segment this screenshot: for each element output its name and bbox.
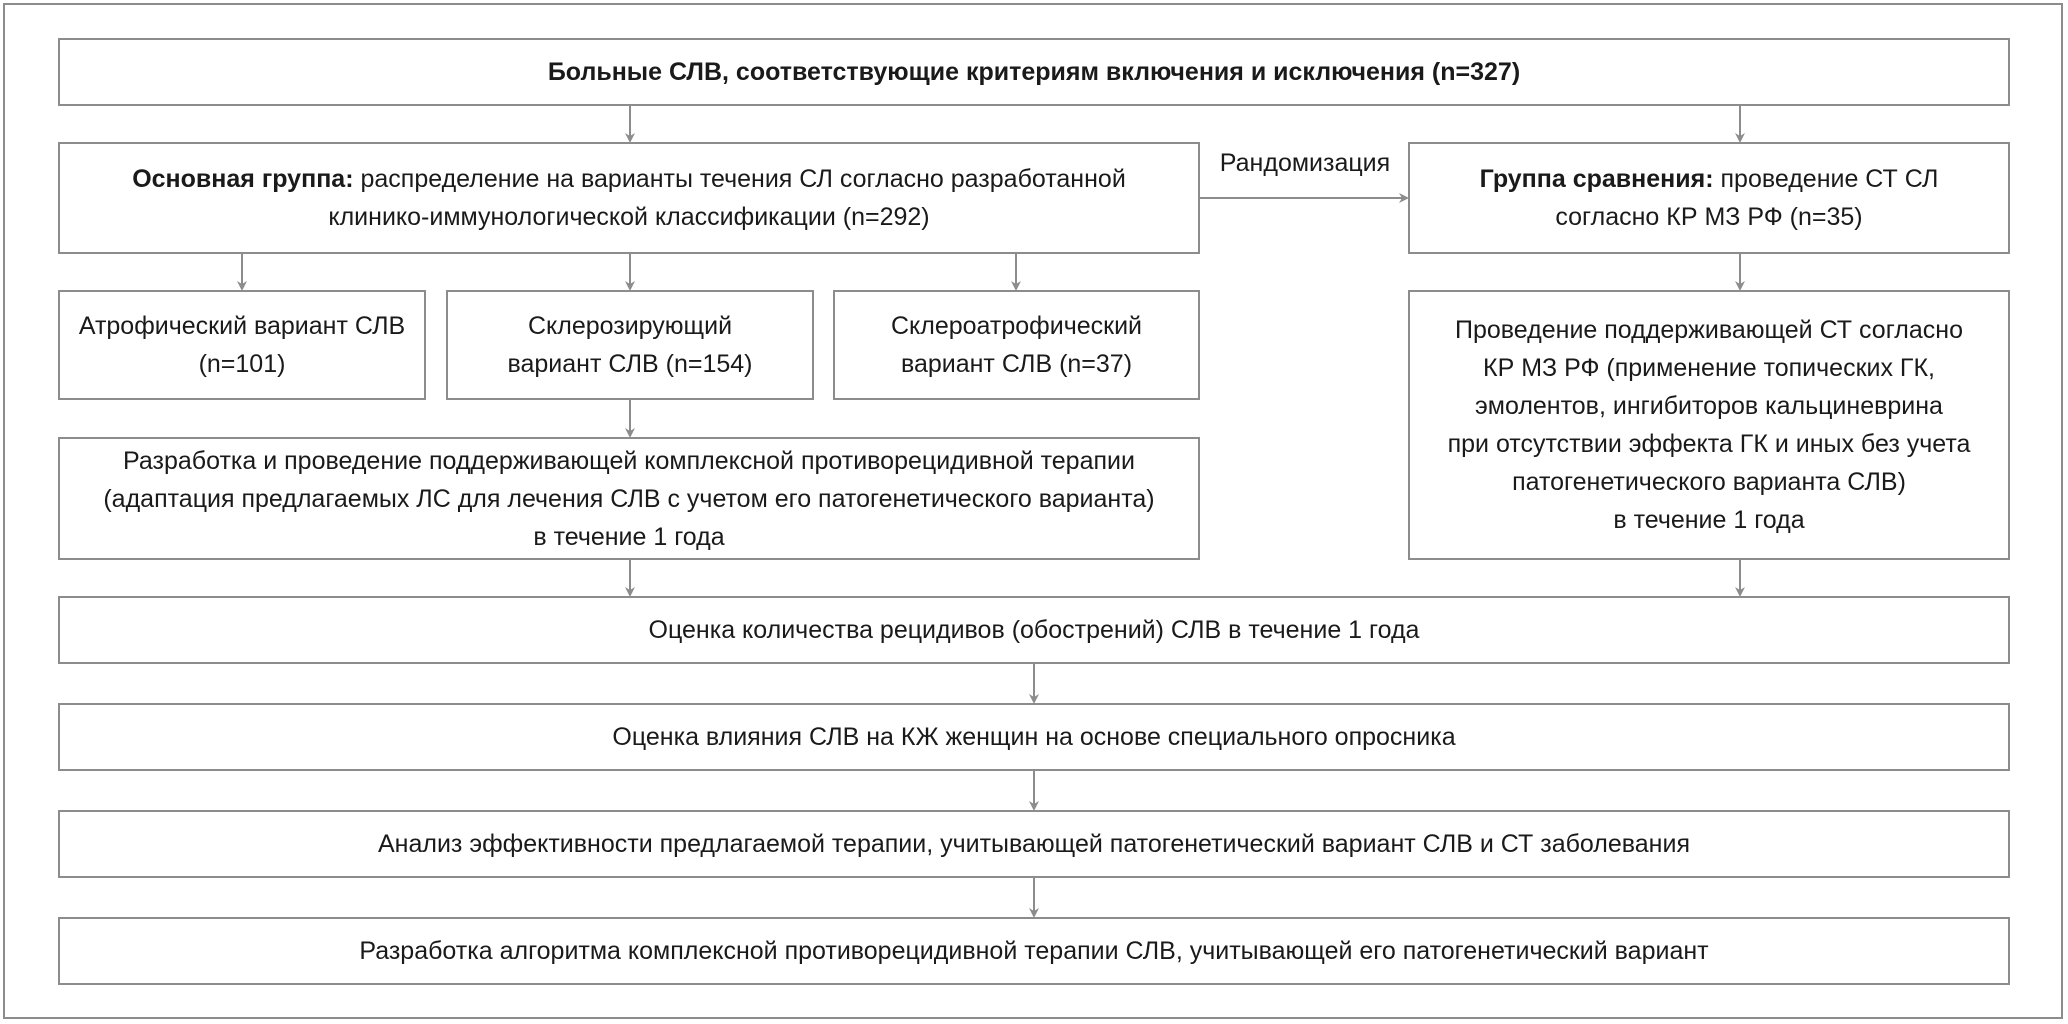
main-therapy-line2: (адаптация предлагаемых ЛС для лечения СЛВ с учетом его патогенетического варианта) — [103, 484, 1155, 513]
inclusion-text: Больные СЛВ, соответствующие критериям включения и исключения (n=327) — [547, 58, 1521, 86]
variant-scleroatrophic-line2: вариант СЛВ (n=37) — [900, 350, 1133, 378]
comparison-therapy-line5: патогенетического варианта СЛВ) — [1512, 468, 1906, 496]
randomization-label: Рандомизация — [1219, 149, 1391, 177]
variant-sclerosing-line1: Склерозирующий — [527, 312, 733, 340]
comparison-therapy-line3: эмолентов, ингибиторов кальциневрина — [1475, 392, 1943, 420]
variant-sclerosing-line2: вариант СЛВ (n=154) — [507, 350, 753, 378]
comparison-group-line2: согласно КР МЗ РФ (n=35) — [1555, 203, 1863, 231]
comparison-therapy-line1: Проведение поддерживающей СТ согласно — [1455, 316, 1963, 344]
comparison-therapy-line4: при отсутствии эффекта ГК и иных без учета — [1447, 430, 1971, 458]
main-therapy-line1: Разработка и проведение поддерживающей комплексной противорецидивной терапии — [123, 446, 1135, 475]
comparison-group-title: Группа сравнения: — [1479, 165, 1714, 193]
comparison-therapy-line2: КР МЗ РФ (применение топических ГК, — [1483, 354, 1935, 382]
main-group-line1: распределение на варианты течения СЛ согласно разработанной — [360, 165, 1126, 193]
variant-atrophic-line2: (n=101) — [198, 350, 286, 378]
step-efficacy-analysis-text: Анализ эффективности предлагаемой терапии, учитывающей патогенетический вариант СЛВ и СТ заболевания — [378, 830, 1690, 858]
comparison-group-line1: проведение СТ СЛ — [1720, 165, 1939, 193]
step-relapse-count-text: Оценка количества рецидивов (обострений) СЛВ в течение 1 года — [648, 616, 1420, 644]
step-algorithm-text: Разработка алгоритма комплексной противорецидивной терапии СЛВ, учитывающей его патогенетический вариант — [359, 937, 1709, 965]
main-group-title: Основная группа: — [132, 165, 354, 193]
main-group-line2: клинико-иммунологической классификации (n=292) — [328, 203, 930, 231]
variant-atrophic-line1: Атрофический вариант СЛВ — [78, 312, 406, 340]
main-therapy-line3: в течение 1 года — [533, 522, 725, 551]
step-quality-of-life-text: Оценка влияния СЛВ на КЖ женщин на основе специального опросника — [612, 723, 1456, 751]
comparison-therapy-line6: в течение 1 года — [1613, 506, 1805, 534]
variant-scleroatrophic-line1: Склероатрофический — [890, 312, 1142, 340]
